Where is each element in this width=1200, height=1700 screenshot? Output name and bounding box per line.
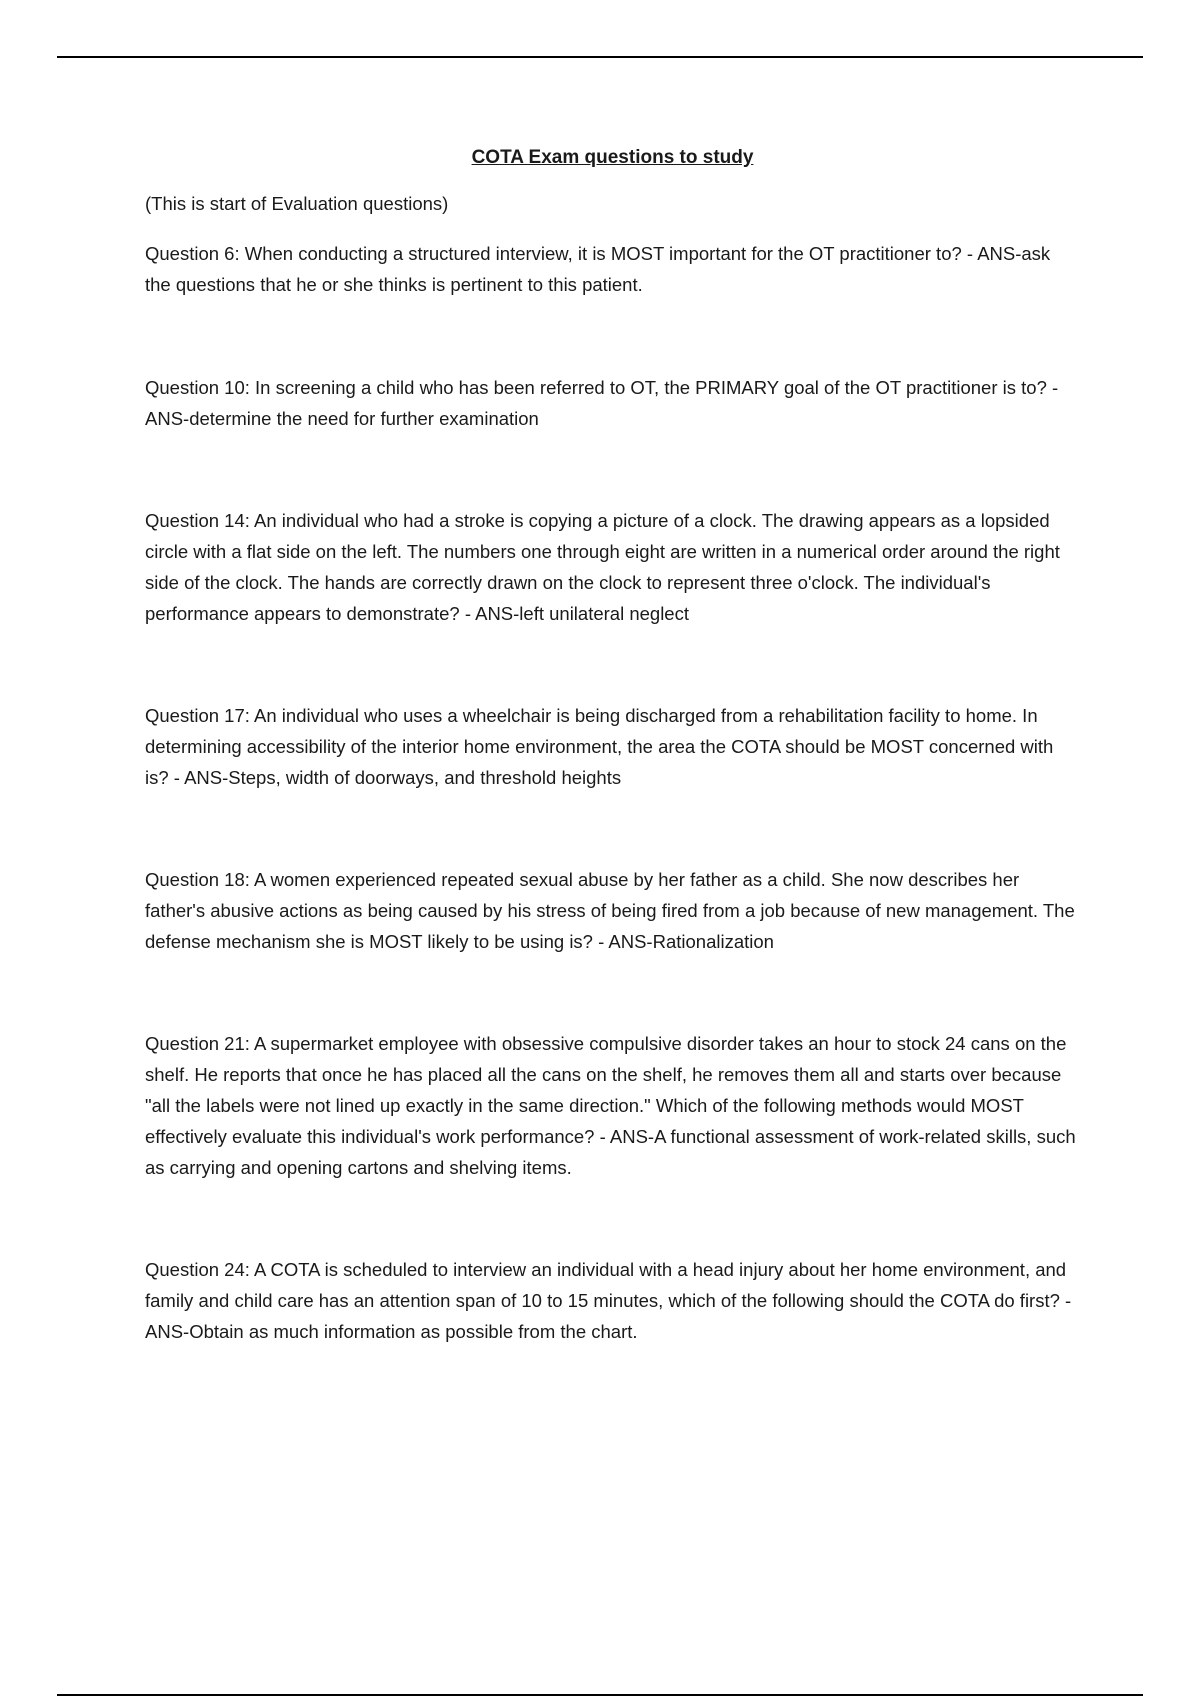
question-24: Question 24: A COTA is scheduled to interview an individual with a head injury about her home environment, and family and child care has an attention span of 10 to 15 minutes, which of the following should the COTA do first? - ANS-Obtain as much information as possible from the chart. — [145, 1259, 1072, 1342]
top-rule — [57, 56, 1143, 58]
question-18: Question 18: A women experienced repeated sexual abuse by her father as a child. She now describes her father's abusive actions as being caused by his stress of being fired from a job because of new management. The defense mechanism she is MOST likely to be using is? - ANS-Rationalization — [145, 869, 1075, 952]
bottom-rule — [57, 1694, 1143, 1696]
section-intro: (This is start of Evaluation questions) — [145, 193, 449, 214]
question-14: Question 14: An individual who had a stroke is copying a picture of a clock. The drawing appears as a lopsided circle with a flat side on the left. The numbers one through eight are written in a numerical order around the right side of the clock. The hands are correctly drawn on the clock to represent three o'clock. The individual's performance appears to demonstrate? - ANS-left unilateral neglect — [145, 510, 1060, 624]
question-6: Question 6: When conducting a structured interview, it is MOST important for the OT practitioner to? - ANS-ask the questions that he or she thinks is pertinent to this patient. — [145, 243, 1051, 295]
question-21: Question 21: A supermarket employee with obsessive compulsive disorder takes an hour to stock 24 cans on the shelf. He reports that once he has placed all the cans on the shelf, he removes them all and starts over because "all the labels were not lined up exactly in the same direction." Which of the following methods would MOST effectively evaluate this individual's work performance? - ANS-A functional assessment of work-related skills, such as carrying and opening cartons and shelving items. — [145, 1033, 1076, 1178]
question-17: Question 17: An individual who uses a wheelchair is being discharged from a rehabilitation facility to home. In determining accessibility of the interior home environment, the area the COTA should be MOST concerned with is? - ANS-Steps, width of doorways, and threshold heights — [145, 705, 1054, 788]
document-body — [145, 144, 1080, 1347]
question-10: Question 10: In screening a child who has been referred to OT, the PRIMARY goal of the OT practitioner is to? - ANS-determine the need for further examination — [145, 377, 1059, 429]
document-title: COTA Exam questions to study — [471, 147, 754, 168]
